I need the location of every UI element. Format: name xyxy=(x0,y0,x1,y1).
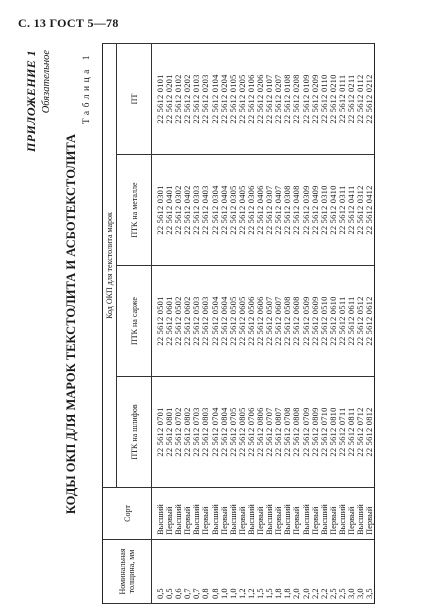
cell-ptk-sarzh: 22 5612 0511 xyxy=(338,266,347,377)
cell-grade: Высший xyxy=(302,488,311,540)
cell-thickness: 1,0 xyxy=(220,540,229,604)
rotated-page-content xyxy=(18,44,418,604)
cell-ptk-shlif: 22 5612 0703 xyxy=(192,377,201,488)
cell-grade: Высший xyxy=(338,488,347,540)
cell-thickness: 0,6 xyxy=(174,540,183,604)
cell-ptk-metal: 22 5612 0401 xyxy=(165,155,174,266)
cell-ptk-metal: 22 5612 0409 xyxy=(311,155,320,266)
cell-ptk-shlif: 22 5612 0710 xyxy=(320,377,329,488)
cell-pt: 22 5612 0208 xyxy=(292,43,301,154)
cell-pt: 22 5612 0107 xyxy=(265,43,274,154)
cell-pt: 22 5612 0206 xyxy=(256,43,265,154)
cell-thickness: 1,0 xyxy=(229,540,238,604)
cell-grade: Высший xyxy=(192,488,201,540)
cell-ptk-sarzh: 22 5612 0607 xyxy=(274,266,283,377)
cell-pt: 22 5612 0109 xyxy=(302,43,311,154)
cell-pt: 22 5612 0106 xyxy=(247,43,256,154)
cell-ptk-metal: 22 5612 0305 xyxy=(229,155,238,266)
cell-thickness: 3,0 xyxy=(356,540,365,604)
cell-ptk-metal: 22 5612 0303 xyxy=(192,155,201,266)
cell-thickness: 0,8 xyxy=(211,540,220,604)
cell-ptk-sarzh: 22 5612 0502 xyxy=(174,266,183,377)
cell-thickness: 0,8 xyxy=(201,540,210,604)
cell-grade: Высший xyxy=(356,488,365,540)
cell-ptk-sarzh: 22 5612 0504 xyxy=(211,266,220,377)
cell-pt: 22 5612 0101 xyxy=(152,43,166,154)
cell-ptk-sarzh: 22 5612 0610 xyxy=(329,266,338,377)
cell-ptk-sarzh: 22 5612 0512 xyxy=(356,266,365,377)
cell-ptk-metal: 22 5612 0307 xyxy=(265,155,274,266)
cell-grade: Первый xyxy=(329,488,338,540)
cell-grade: Первый xyxy=(201,488,210,540)
okp-codes-table xyxy=(102,43,375,604)
cell-ptk-shlif: 22 5612 0808 xyxy=(292,377,301,488)
table-title: КОДЫ ОКП ДЛЯ МАРОК ТЕКСТОЛИТА И АСБОТЕКСТОЛИТА xyxy=(64,133,78,515)
cell-ptk-shlif: 22 5612 0705 xyxy=(229,377,238,488)
header-ptk-sarzh: ПТК на сарже xyxy=(117,266,152,377)
cell-pt: 22 5612 0209 xyxy=(311,43,320,154)
cell-thickness: 0,7 xyxy=(183,540,192,604)
cell-grade: Высший xyxy=(211,488,220,540)
cell-thickness: 2,5 xyxy=(338,540,347,604)
cell-pt: 22 5612 0205 xyxy=(238,43,247,154)
cell-ptk-metal: 22 5612 0312 xyxy=(356,155,365,266)
cell-thickness: 1,5 xyxy=(256,540,265,604)
cell-ptk-shlif: 22 5612 0802 xyxy=(183,377,192,488)
cell-ptk-metal: 22 5612 0310 xyxy=(320,155,329,266)
cell-thickness: 1,8 xyxy=(274,540,283,604)
header-pt: ПТ xyxy=(117,43,152,154)
cell-thickness: 0,5 xyxy=(165,540,174,604)
cell-grade: Высший xyxy=(152,488,166,540)
cell-grade: Высший xyxy=(229,488,238,540)
cell-grade: Первый xyxy=(292,488,301,540)
cell-pt: 22 5612 0202 xyxy=(183,43,192,154)
cell-pt: 22 5612 0210 xyxy=(329,43,338,154)
cell-ptk-shlif: 22 5612 0811 xyxy=(347,377,356,488)
cell-pt: 22 5612 0212 xyxy=(365,43,375,154)
cell-ptk-shlif: 22 5612 0804 xyxy=(220,377,229,488)
cell-grade: Высший xyxy=(174,488,183,540)
cell-ptk-metal: 22 5612 0403 xyxy=(201,155,210,266)
cell-ptk-shlif: 22 5612 0812 xyxy=(365,377,375,488)
appendix-subtitle: Обязательное xyxy=(41,50,52,114)
cell-ptk-shlif: 22 5612 0711 xyxy=(338,377,347,488)
cell-ptk-shlif: 22 5612 0805 xyxy=(238,377,247,488)
cell-ptk-sarzh: 22 5612 0603 xyxy=(201,266,210,377)
table-row xyxy=(152,43,166,603)
appendix-block xyxy=(24,50,52,152)
cell-pt: 22 5612 0211 xyxy=(347,43,356,154)
cell-grade: Первый xyxy=(165,488,174,540)
cell-pt: 22 5612 0201 xyxy=(165,43,174,154)
cell-ptk-shlif: 22 5612 0806 xyxy=(256,377,265,488)
cell-pt: 22 5612 0104 xyxy=(211,43,220,154)
cell-ptk-shlif: 22 5612 0709 xyxy=(302,377,311,488)
cell-thickness: 1,5 xyxy=(265,540,274,604)
cell-ptk-sarzh: 22 5612 0608 xyxy=(292,266,301,377)
cell-ptk-shlif: 22 5612 0803 xyxy=(201,377,210,488)
cell-thickness: 2,2 xyxy=(320,540,329,604)
cell-ptk-metal: 22 5612 0406 xyxy=(256,155,265,266)
cell-ptk-metal: 22 5612 0410 xyxy=(329,155,338,266)
cell-grade: Первый xyxy=(347,488,356,540)
cell-grade: Первый xyxy=(311,488,320,540)
cell-ptk-metal: 22 5612 0405 xyxy=(238,155,247,266)
cell-ptk-shlif: 22 5612 0712 xyxy=(356,377,365,488)
cell-grade: Высший xyxy=(320,488,329,540)
cell-ptk-metal: 22 5612 0301 xyxy=(152,155,166,266)
cell-ptk-sarzh: 22 5612 0604 xyxy=(220,266,229,377)
cell-ptk-shlif: 22 5612 0707 xyxy=(265,377,274,488)
cell-ptk-shlif: 22 5612 0702 xyxy=(174,377,183,488)
cell-pt: 22 5612 0103 xyxy=(192,43,201,154)
cell-pt: 22 5612 0108 xyxy=(283,43,292,154)
cell-pt: 22 5612 0111 xyxy=(338,43,347,154)
cell-ptk-metal: 22 5612 0309 xyxy=(302,155,311,266)
cell-ptk-metal: 22 5612 0306 xyxy=(247,155,256,266)
cell-ptk-metal: 22 5612 0411 xyxy=(347,155,356,266)
cell-ptk-shlif: 22 5612 0809 xyxy=(311,377,320,488)
cell-pt: 22 5612 0112 xyxy=(356,43,365,154)
cell-grade: Высший xyxy=(265,488,274,540)
cell-thickness: 2,2 xyxy=(311,540,320,604)
cell-thickness: 2,0 xyxy=(292,540,301,604)
cell-thickness: 0,5 xyxy=(152,540,166,604)
header-thickness: Номинальная толщина, мм xyxy=(103,540,152,604)
cell-grade: Высший xyxy=(283,488,292,540)
cell-thickness: 3,5 xyxy=(365,540,375,604)
cell-ptk-metal: 22 5612 0408 xyxy=(292,155,301,266)
cell-ptk-sarzh: 22 5612 0601 xyxy=(165,266,174,377)
cell-ptk-metal: 22 5612 0302 xyxy=(174,155,183,266)
cell-ptk-sarzh: 22 5612 0509 xyxy=(302,266,311,377)
cell-ptk-metal: 22 5612 0404 xyxy=(220,155,229,266)
cell-ptk-sarzh: 22 5612 0503 xyxy=(192,266,201,377)
cell-ptk-metal: 22 5612 0304 xyxy=(211,155,220,266)
header-ptk-metal: ПТК на металле xyxy=(117,155,152,266)
cell-thickness: 1,8 xyxy=(283,540,292,604)
cell-pt: 22 5612 0110 xyxy=(320,43,329,154)
cell-ptk-shlif: 22 5612 0706 xyxy=(247,377,256,488)
cell-pt: 22 5612 0204 xyxy=(220,43,229,154)
cell-ptk-sarzh: 22 5612 0602 xyxy=(183,266,192,377)
cell-ptk-metal: 22 5612 0402 xyxy=(183,155,192,266)
cell-pt: 22 5612 0207 xyxy=(274,43,283,154)
cell-thickness: 3,0 xyxy=(347,540,356,604)
cell-pt: 22 5612 0102 xyxy=(174,43,183,154)
cell-ptk-shlif: 22 5612 0704 xyxy=(211,377,220,488)
cell-ptk-sarzh: 22 5612 0605 xyxy=(238,266,247,377)
cell-thickness: 2,5 xyxy=(329,540,338,604)
cell-grade: Первый xyxy=(274,488,283,540)
header-okp-group: Код ОКП для текстолита марок xyxy=(103,43,117,487)
cell-ptk-shlif: 22 5612 0701 xyxy=(152,377,166,488)
cell-ptk-sarzh: 22 5612 0506 xyxy=(247,266,256,377)
cell-ptk-shlif: 22 5612 0807 xyxy=(274,377,283,488)
cell-ptk-sarzh: 22 5612 0606 xyxy=(256,266,265,377)
cell-ptk-sarzh: 22 5612 0507 xyxy=(265,266,274,377)
cell-thickness: 1,2 xyxy=(238,540,247,604)
cell-thickness: 2,0 xyxy=(302,540,311,604)
table-row xyxy=(365,43,375,603)
cell-grade: Первый xyxy=(183,488,192,540)
cell-grade: Первый xyxy=(238,488,247,540)
cell-ptk-shlif: 22 5612 0801 xyxy=(165,377,174,488)
cell-grade: Первый xyxy=(256,488,265,540)
cell-ptk-sarzh: 22 5612 0609 xyxy=(311,266,320,377)
cell-ptk-metal: 22 5612 0311 xyxy=(338,155,347,266)
cell-ptk-sarzh: 22 5612 0510 xyxy=(320,266,329,377)
header-grade: Сорт xyxy=(103,488,152,540)
table-caption: Таблица 1 xyxy=(82,52,92,125)
cell-ptk-sarzh: 22 5612 0508 xyxy=(283,266,292,377)
cell-grade: Первый xyxy=(365,488,375,540)
header-ptk-shlif: ПТК на шлифов xyxy=(117,377,152,488)
cell-ptk-sarzh: 22 5612 0612 xyxy=(365,266,375,377)
table-body xyxy=(152,43,375,603)
cell-thickness: 1,2 xyxy=(247,540,256,604)
cell-grade: Высший xyxy=(247,488,256,540)
cell-ptk-shlif: 22 5612 0810 xyxy=(329,377,338,488)
cell-ptk-sarzh: 22 5612 0611 xyxy=(347,266,356,377)
cell-pt: 22 5612 0105 xyxy=(229,43,238,154)
appendix-title: ПРИЛОЖЕНИЕ 1 xyxy=(24,50,38,152)
cell-ptk-metal: 22 5612 0412 xyxy=(365,155,375,266)
cell-pt: 22 5612 0203 xyxy=(201,43,210,154)
cell-grade: Первый xyxy=(220,488,229,540)
page-header: С. 13 ГОСТ 5—78 xyxy=(18,16,119,30)
cell-ptk-sarzh: 22 5612 0501 xyxy=(152,266,166,377)
cell-ptk-metal: 22 5612 0407 xyxy=(274,155,283,266)
cell-ptk-shlif: 22 5612 0708 xyxy=(283,377,292,488)
cell-ptk-metal: 22 5612 0308 xyxy=(283,155,292,266)
cell-thickness: 0,7 xyxy=(192,540,201,604)
cell-ptk-sarzh: 22 5612 0505 xyxy=(229,266,238,377)
